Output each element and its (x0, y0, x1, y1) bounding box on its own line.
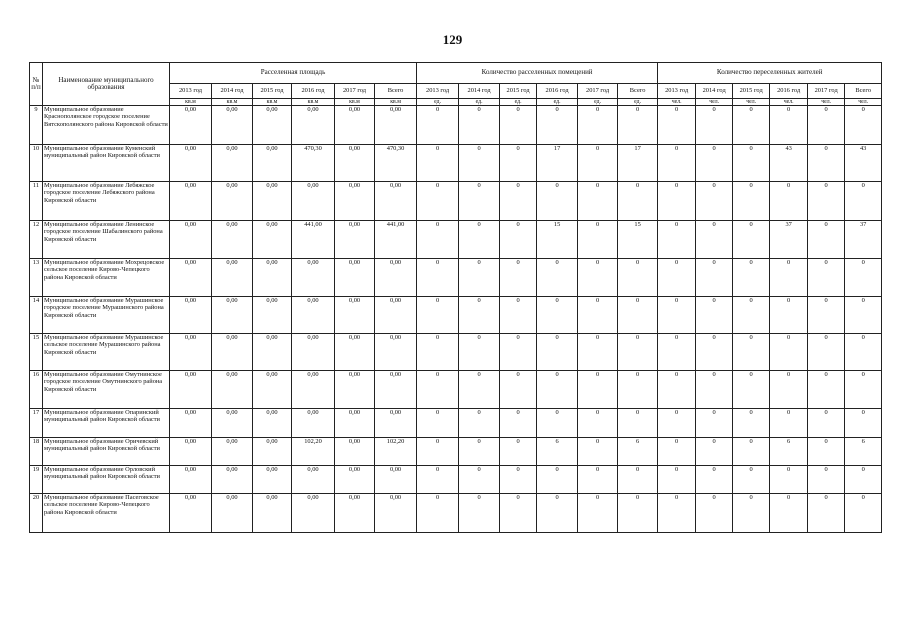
table-row (30, 297, 882, 334)
value-cell: 0 (696, 494, 733, 533)
header-unit: кв.м (375, 99, 417, 106)
value-cell: 0 (808, 297, 845, 334)
value-cell: 0 (845, 371, 882, 409)
value-cell: 0,00 (253, 221, 292, 259)
value-cell: 15 (537, 221, 578, 259)
header-rooms-year: 2017 год (578, 84, 618, 99)
value-cell: 0 (459, 494, 500, 533)
header-unit: кв.м (170, 99, 212, 106)
value-cell: 0,00 (253, 438, 292, 466)
municipality-name: Муниципальное образование Омутнинское городское поселение Омутнинского района Кировской области (43, 371, 170, 409)
value-cell: 0,00 (335, 182, 375, 221)
value-cell: 0 (618, 259, 658, 297)
row-number: 12 (30, 221, 43, 259)
value-cell: 37 (770, 221, 808, 259)
value-cell: 0 (417, 145, 459, 182)
value-cell: 15 (618, 221, 658, 259)
value-cell: 43 (845, 145, 882, 182)
value-cell: 0 (578, 409, 618, 438)
municipality-name: Муниципальное образование Краснополянское городское поселение Вятскополянского района Кировской области (43, 106, 170, 145)
value-cell: 0 (808, 438, 845, 466)
municipality-name: Муниципальное образование Мурашинское сельское поселение Мурашинского района Кировской области (43, 334, 170, 371)
value-cell: 0 (417, 259, 459, 297)
value-cell: 0 (696, 106, 733, 145)
header-unit: кв.м (335, 99, 375, 106)
value-cell: 0 (459, 259, 500, 297)
value-cell: 0,00 (292, 297, 335, 334)
value-cell: 0,00 (375, 409, 417, 438)
value-cell: 0,00 (335, 371, 375, 409)
value-cell: 0 (658, 334, 696, 371)
municipality-name: Муниципальное образование Пасеговское сельское поселение Кирово-Чепецкого района Кировской области (43, 494, 170, 533)
row-number: 9 (30, 106, 43, 145)
header-unit: чел. (658, 99, 696, 106)
value-cell: 0 (658, 438, 696, 466)
value-cell: 0 (658, 182, 696, 221)
value-cell: 0 (417, 409, 459, 438)
value-cell: 0 (770, 297, 808, 334)
value-cell: 0,00 (170, 221, 212, 259)
header-unit: ед. (500, 99, 537, 106)
value-cell: 0 (658, 106, 696, 145)
value-cell: 0 (459, 371, 500, 409)
header-area-year: 2014 год (212, 84, 253, 99)
value-cell: 0,00 (253, 297, 292, 334)
header-people-year: 2015 год (733, 84, 770, 99)
value-cell: 0 (845, 106, 882, 145)
value-cell: 0,00 (292, 494, 335, 533)
table-row (30, 466, 882, 494)
header-area-year: 2013 год (170, 84, 212, 99)
value-cell: 0 (417, 297, 459, 334)
value-cell: 0 (733, 334, 770, 371)
value-cell: 0 (500, 297, 537, 334)
value-cell: 102,20 (375, 438, 417, 466)
value-cell: 0,00 (375, 494, 417, 533)
municipality-name: Муниципальное образование Орловский муниципальный район Кировской области (43, 466, 170, 494)
value-cell: 43 (770, 145, 808, 182)
value-cell: 17 (618, 145, 658, 182)
value-cell: 0 (578, 221, 618, 259)
value-cell: 0,00 (292, 334, 335, 371)
value-cell: 0,00 (212, 259, 253, 297)
value-cell: 470,30 (292, 145, 335, 182)
value-cell: 0 (808, 494, 845, 533)
value-cell: 0 (845, 182, 882, 221)
value-cell: 0 (770, 371, 808, 409)
row-number: 13 (30, 259, 43, 297)
value-cell: 0 (808, 221, 845, 259)
header-unit: кв.м (292, 99, 335, 106)
value-cell: 0,00 (170, 409, 212, 438)
value-cell: 0 (845, 466, 882, 494)
row-number: 16 (30, 371, 43, 409)
table-row (30, 371, 882, 409)
header-rooms-year: 2016 год (537, 84, 578, 99)
municipality-name: Муниципальное образование Куменский муниципальный район Кировской области (43, 145, 170, 182)
value-cell: 0,00 (375, 106, 417, 145)
value-cell: 0 (500, 334, 537, 371)
value-cell: 0 (500, 221, 537, 259)
value-cell: 0 (618, 466, 658, 494)
header-unit: ед. (459, 99, 500, 106)
header-area-year: 2016 год (292, 84, 335, 99)
value-cell: 0,00 (335, 494, 375, 533)
value-cell: 0,00 (253, 182, 292, 221)
value-cell: 0 (537, 297, 578, 334)
value-cell: 0 (500, 145, 537, 182)
value-cell: 0 (733, 409, 770, 438)
header-name: Наименование муниципального образования (43, 63, 170, 106)
value-cell: 37 (845, 221, 882, 259)
value-cell: 0 (770, 494, 808, 533)
value-cell: 0 (500, 466, 537, 494)
value-cell: 0,00 (212, 371, 253, 409)
municipality-name: Муниципальное образование Опаринский муниципальный район Кировской области (43, 409, 170, 438)
value-cell: 0 (537, 371, 578, 409)
value-cell: 0,00 (292, 106, 335, 145)
value-cell: 0 (417, 438, 459, 466)
municipality-name: Муниципальное образование Мохрецовское сельское поселение Кирово-Чепецкого района Кировской области (43, 259, 170, 297)
header-people-year: 2017 год (808, 84, 845, 99)
value-cell: 0 (658, 466, 696, 494)
value-cell: 0 (696, 466, 733, 494)
value-cell: 0 (578, 106, 618, 145)
header-unit: кв.м (253, 99, 292, 106)
header-unit: чел. (845, 99, 882, 106)
value-cell: 0,00 (335, 438, 375, 466)
value-cell: 0,00 (170, 334, 212, 371)
value-cell: 0,00 (335, 334, 375, 371)
value-cell: 0 (733, 182, 770, 221)
value-cell: 0,00 (292, 182, 335, 221)
value-cell: 0,00 (170, 466, 212, 494)
municipality-name: Муниципальное образование Мурашинское городское поселение Мурашинского района Кировской области (43, 297, 170, 334)
value-cell: 0,00 (253, 466, 292, 494)
value-cell: 0 (537, 494, 578, 533)
table-row (30, 106, 882, 145)
value-cell: 0 (696, 438, 733, 466)
value-cell: 0,00 (212, 438, 253, 466)
value-cell: 0,00 (170, 106, 212, 145)
value-cell: 0 (459, 182, 500, 221)
value-cell: 0 (459, 221, 500, 259)
table-row (30, 334, 882, 371)
value-cell: 0 (578, 438, 618, 466)
value-cell: 0 (459, 106, 500, 145)
value-cell: 6 (537, 438, 578, 466)
value-cell: 0,00 (170, 438, 212, 466)
header-unit: чел. (733, 99, 770, 106)
value-cell: 6 (770, 438, 808, 466)
header-unit: кв.м (212, 99, 253, 106)
value-cell: 0 (808, 145, 845, 182)
value-cell: 0 (845, 409, 882, 438)
value-cell: 0 (459, 334, 500, 371)
header-unit: чел. (770, 99, 808, 106)
header-rooms-year: 2013 год (417, 84, 459, 99)
value-cell: 0,00 (253, 371, 292, 409)
header-rooms-year: 2015 год (500, 84, 537, 99)
value-cell: 0 (658, 494, 696, 533)
table-row (30, 221, 882, 259)
value-cell: 0,00 (375, 182, 417, 221)
header-people-year: Всего (845, 84, 882, 99)
value-cell: 17 (537, 145, 578, 182)
value-cell: 0 (417, 182, 459, 221)
value-cell: 0 (537, 409, 578, 438)
header-unit: ед. (417, 99, 459, 106)
value-cell: 0 (808, 182, 845, 221)
value-cell: 0 (696, 371, 733, 409)
value-cell: 0 (537, 334, 578, 371)
value-cell: 0 (578, 334, 618, 371)
value-cell: 0,00 (170, 494, 212, 533)
value-cell: 0 (733, 297, 770, 334)
value-cell: 0 (845, 259, 882, 297)
value-cell: 0,00 (212, 145, 253, 182)
header-rooms-year: 2014 год (459, 84, 500, 99)
value-cell: 0 (417, 494, 459, 533)
value-cell: 0 (578, 297, 618, 334)
municipality-name: Муниципальное образование Лебяжское городское поселение Лебяжского района Кировской области (43, 182, 170, 221)
value-cell: 0 (459, 466, 500, 494)
value-cell: 0 (578, 371, 618, 409)
municipality-name: Муниципальное образование Оричевский муниципальный район Кировской области (43, 438, 170, 466)
municipality-name: Муниципальное образование Ленинское городское поселение Шабалинского района Кировской области (43, 221, 170, 259)
value-cell: 0 (658, 409, 696, 438)
value-cell: 0 (696, 409, 733, 438)
value-cell: 0 (808, 371, 845, 409)
value-cell: 0,00 (253, 259, 292, 297)
value-cell: 0 (618, 106, 658, 145)
value-cell: 0,00 (253, 145, 292, 182)
value-cell: 0 (618, 297, 658, 334)
value-cell: 0 (417, 371, 459, 409)
value-cell: 0,00 (170, 182, 212, 221)
value-cell: 0,00 (212, 494, 253, 533)
value-cell: 0,00 (292, 409, 335, 438)
value-cell: 0 (658, 297, 696, 334)
resettlement-table (29, 62, 882, 533)
value-cell: 0,00 (253, 494, 292, 533)
value-cell: 0 (500, 371, 537, 409)
header-area-year: 2017 год (335, 84, 375, 99)
value-cell: 0 (808, 259, 845, 297)
value-cell: 0 (696, 221, 733, 259)
value-cell: 0,00 (335, 145, 375, 182)
row-number: 14 (30, 297, 43, 334)
value-cell: 0 (578, 259, 618, 297)
row-number: 17 (30, 409, 43, 438)
value-cell: 0,00 (292, 259, 335, 297)
value-cell: 0,00 (212, 297, 253, 334)
value-cell: 102,20 (292, 438, 335, 466)
header-unit: чел. (808, 99, 845, 106)
header-people-year: 2014 год (696, 84, 733, 99)
value-cell: 0 (696, 182, 733, 221)
value-cell: 470,30 (375, 145, 417, 182)
value-cell: 0 (459, 297, 500, 334)
value-cell: 0 (500, 182, 537, 221)
value-cell: 0,00 (335, 221, 375, 259)
header-unit: ед. (578, 99, 618, 106)
value-cell: 0,00 (253, 409, 292, 438)
value-cell: 0,00 (375, 259, 417, 297)
value-cell: 0 (696, 145, 733, 182)
value-cell: 0 (733, 494, 770, 533)
value-cell: 0 (417, 106, 459, 145)
value-cell: 0 (459, 409, 500, 438)
value-cell: 0 (537, 259, 578, 297)
value-cell: 0 (658, 259, 696, 297)
value-cell: 0,00 (253, 106, 292, 145)
value-cell: 0 (770, 334, 808, 371)
value-cell: 0 (578, 494, 618, 533)
header-num: № п/п (30, 63, 43, 106)
row-number: 15 (30, 334, 43, 371)
value-cell: 0 (537, 182, 578, 221)
value-cell: 0 (459, 145, 500, 182)
table-row (30, 259, 882, 297)
value-cell: 0 (500, 494, 537, 533)
page-number: 129 (442, 32, 463, 47)
row-number: 18 (30, 438, 43, 466)
value-cell: 0 (618, 494, 658, 533)
value-cell: 0 (845, 297, 882, 334)
value-cell: 0 (537, 106, 578, 145)
value-cell: 0 (696, 259, 733, 297)
value-cell: 0,00 (170, 297, 212, 334)
value-cell: 0 (500, 259, 537, 297)
value-cell: 0 (618, 334, 658, 371)
header-unit: чел. (696, 99, 733, 106)
value-cell: 0 (417, 466, 459, 494)
value-cell: 0 (808, 106, 845, 145)
value-cell: 0 (618, 409, 658, 438)
value-cell: 0,00 (335, 259, 375, 297)
value-cell: 0 (618, 371, 658, 409)
value-cell: 0 (770, 259, 808, 297)
value-cell: 0 (733, 145, 770, 182)
value-cell: 0 (770, 409, 808, 438)
value-cell: 0 (808, 334, 845, 371)
value-cell: 0,00 (375, 297, 417, 334)
header-area-year: Всего (375, 84, 417, 99)
header-group-people: Количество переселенных жителей (658, 63, 882, 84)
table-row (30, 182, 882, 221)
header-people-year: 2013 год (658, 84, 696, 99)
value-cell: 0 (618, 182, 658, 221)
value-cell: 0 (770, 466, 808, 494)
value-cell: 0,00 (253, 334, 292, 371)
value-cell: 0,00 (335, 466, 375, 494)
value-cell: 0,00 (375, 371, 417, 409)
value-cell: 0,00 (170, 259, 212, 297)
value-cell: 441,00 (375, 221, 417, 259)
header-rooms-year: Всего (618, 84, 658, 99)
value-cell: 0,00 (292, 371, 335, 409)
value-cell: 0 (500, 106, 537, 145)
row-number: 10 (30, 145, 43, 182)
value-cell: 0,00 (375, 334, 417, 371)
value-cell: 0 (808, 466, 845, 494)
value-cell: 0 (459, 438, 500, 466)
value-cell: 0 (578, 145, 618, 182)
value-cell: 0,00 (335, 106, 375, 145)
value-cell: 0 (845, 334, 882, 371)
value-cell: 0 (417, 221, 459, 259)
value-cell: 0 (500, 409, 537, 438)
table-row (30, 494, 882, 533)
value-cell: 0,00 (335, 297, 375, 334)
row-number: 19 (30, 466, 43, 494)
value-cell: 0 (537, 466, 578, 494)
table-row (30, 409, 882, 438)
value-cell: 0 (696, 297, 733, 334)
value-cell: 0 (500, 438, 537, 466)
value-cell: 0 (770, 182, 808, 221)
value-cell: 0 (733, 371, 770, 409)
row-number: 20 (30, 494, 43, 533)
value-cell: 441,00 (292, 221, 335, 259)
row-number: 11 (30, 182, 43, 221)
value-cell: 0,00 (292, 466, 335, 494)
value-cell: 0 (808, 409, 845, 438)
value-cell: 0,00 (170, 371, 212, 409)
value-cell: 0 (658, 221, 696, 259)
value-cell: 6 (618, 438, 658, 466)
header-unit: ед. (618, 99, 658, 106)
value-cell: 0 (578, 466, 618, 494)
value-cell: 0 (658, 145, 696, 182)
value-cell: 0 (578, 182, 618, 221)
value-cell: 0 (733, 106, 770, 145)
header-group-area: Расселенная площадь (170, 63, 417, 84)
value-cell: 0,00 (212, 409, 253, 438)
header-group-rooms: Количество расселенных помещений (417, 63, 658, 84)
value-cell: 0,00 (212, 182, 253, 221)
header-unit: ед. (537, 99, 578, 106)
header-area-year: 2015 год (253, 84, 292, 99)
value-cell: 0 (733, 438, 770, 466)
value-cell: 0,00 (170, 145, 212, 182)
value-cell: 0,00 (335, 409, 375, 438)
value-cell: 0,00 (212, 334, 253, 371)
value-cell: 0 (770, 106, 808, 145)
value-cell: 0 (733, 259, 770, 297)
value-cell: 0 (845, 494, 882, 533)
value-cell: 0 (417, 334, 459, 371)
value-cell: 0,00 (212, 106, 253, 145)
header-people-year: 2016 год (770, 84, 808, 99)
value-cell: 6 (845, 438, 882, 466)
value-cell: 0 (696, 334, 733, 371)
value-cell: 0 (658, 371, 696, 409)
value-cell: 0 (733, 466, 770, 494)
table-row (30, 145, 882, 182)
table-row (30, 438, 882, 466)
value-cell: 0,00 (375, 466, 417, 494)
value-cell: 0,00 (212, 221, 253, 259)
value-cell: 0,00 (212, 466, 253, 494)
value-cell: 0 (733, 221, 770, 259)
